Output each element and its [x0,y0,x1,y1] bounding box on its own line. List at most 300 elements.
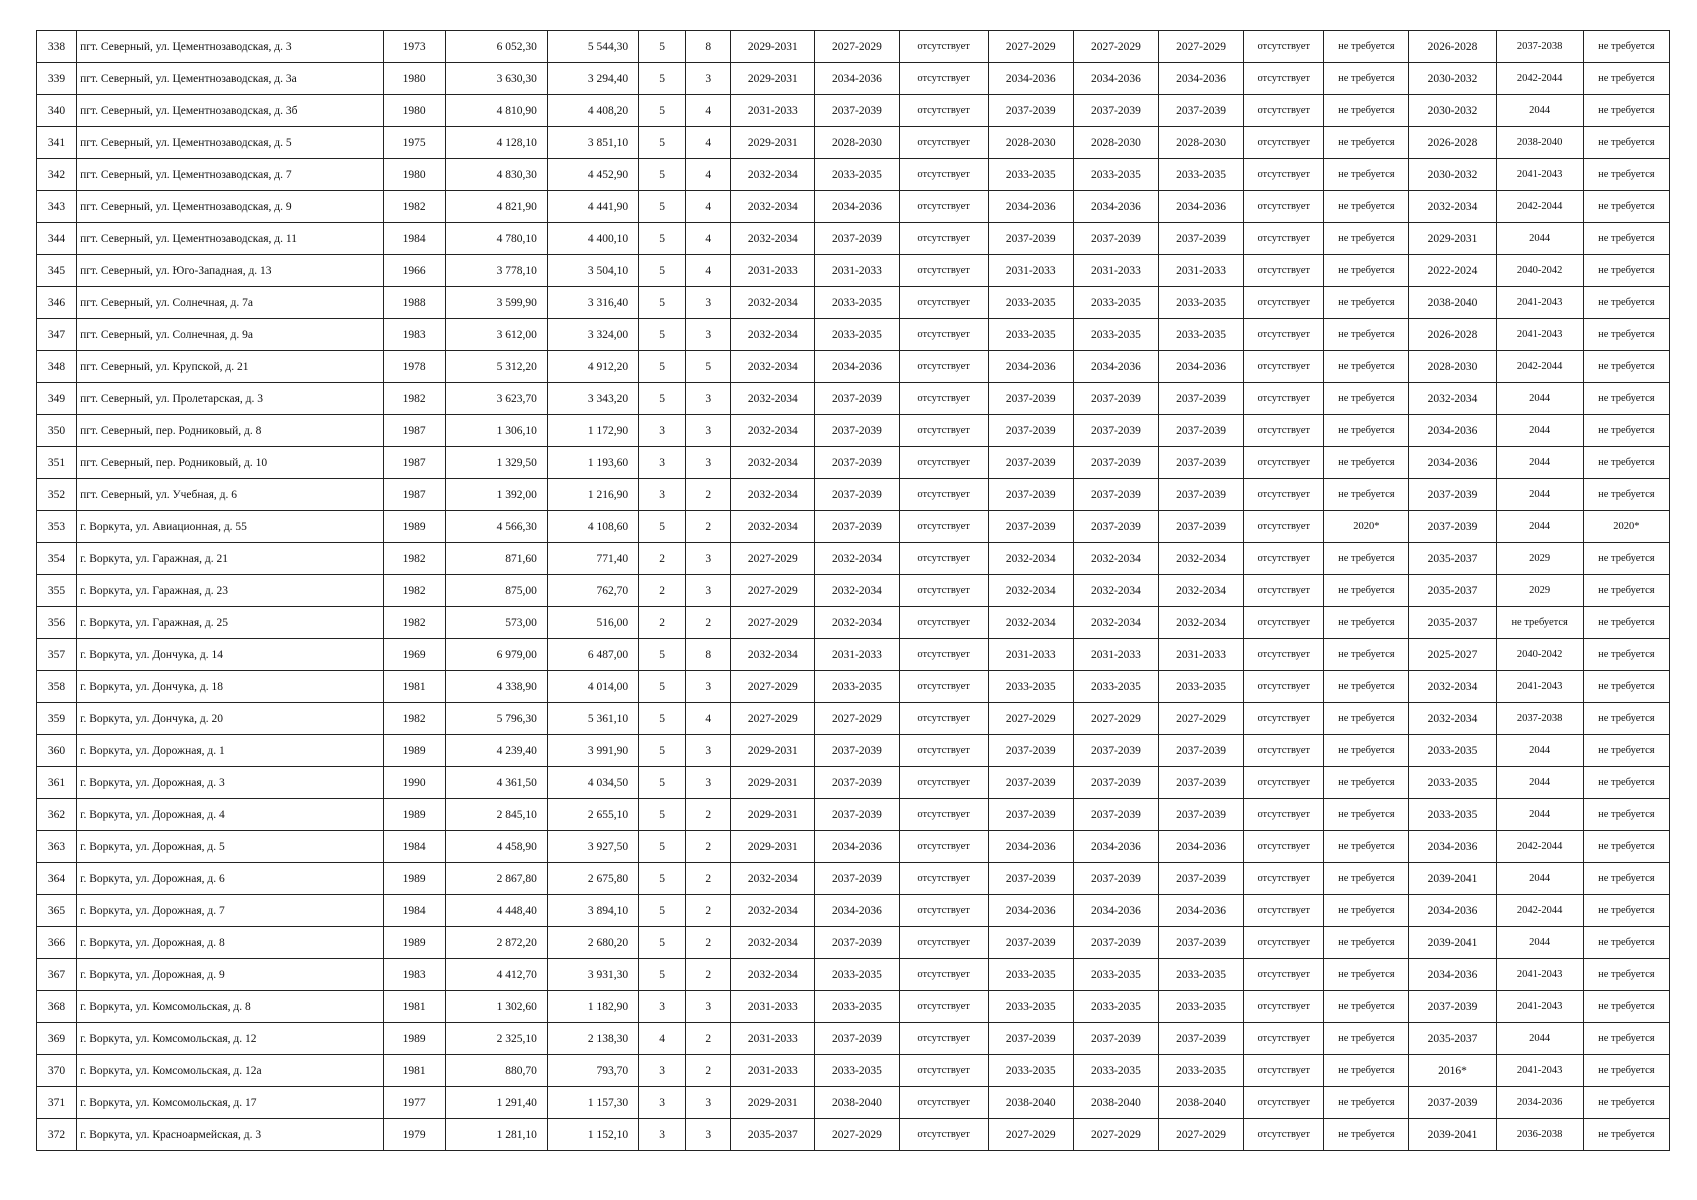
cell-heating-period: 2037-2039 [988,927,1073,959]
cell-cold-water-period: 2032-2034 [1073,607,1158,639]
cell-cold-water-period: 2037-2039 [1073,1023,1158,1055]
cell-roof-repair-period: 2032-2034 [731,287,815,319]
cell-roof-repair-period: 2032-2034 [731,223,815,255]
cell-roof-repair-period: 2029-2031 [731,767,815,799]
cell-basement-period: не требуется [1583,927,1669,959]
document-page [36,30,1670,1151]
cell-floors: 5 [639,287,686,319]
cell-hot-water-period: 2034-2036 [1158,63,1243,95]
cell-cold-water-period: 2034-2036 [1073,895,1158,927]
cell-address: г. Воркута, ул. Дорожная, д. 9 [77,959,384,991]
cell-heating-period: 2037-2039 [988,95,1073,127]
cell-roof-repair-period: 2027-2029 [731,607,815,639]
table-row [37,863,1670,895]
cell-address: пгт. Северный, ул. Учебная, д. 6 [77,479,384,511]
cell-facade-repair-period: 2027-2029 [815,1119,899,1151]
cell-build-year: 1981 [383,1055,445,1087]
cell-entrances: 3 [686,63,731,95]
cell-roof-repair-period: 2029-2031 [731,63,815,95]
cell-heating-period: 2033-2035 [988,991,1073,1023]
cell-living-area: 762,70 [547,575,638,607]
cell-row-number: 358 [37,671,77,703]
cell-total-area: 1 302,60 [445,991,547,1023]
cell-cold-water-period: 2037-2039 [1073,767,1158,799]
table-row [37,415,1670,447]
cell-elevator-replacement: 2020* [1324,511,1409,543]
cell-elevator: отсутствует [1244,287,1324,319]
cell-living-area: 4 452,90 [547,159,638,191]
cell-roof-repair-period: 2032-2034 [731,319,815,351]
cell-facade-repair-period: 2034-2036 [815,351,899,383]
cell-entrances: 8 [686,639,731,671]
cell-row-number: 352 [37,479,77,511]
cell-gas-supply: отсутствует [899,575,988,607]
cell-elevator: отсутствует [1244,863,1324,895]
cell-entrances: 3 [686,543,731,575]
cell-hot-water-period: 2037-2039 [1158,927,1243,959]
cell-row-number: 369 [37,1023,77,1055]
cell-row-number: 338 [37,31,77,63]
cell-heating-period: 2037-2039 [988,415,1073,447]
cell-address: г. Воркута, ул. Гаражная, д. 23 [77,575,384,607]
cell-hot-water-period: 2033-2035 [1158,319,1243,351]
cell-gas-supply: отсутствует [899,1087,988,1119]
cell-living-area: 3 851,10 [547,127,638,159]
cell-elevator: отсутствует [1244,575,1324,607]
cell-gas-supply: отсутствует [899,799,988,831]
table-row [37,223,1670,255]
cell-electric-period: 2044 [1496,1023,1583,1055]
cell-elevator-replacement: не требуется [1324,223,1409,255]
cell-facade-repair-period: 2033-2035 [815,287,899,319]
cell-entrances: 3 [686,735,731,767]
cell-gas-supply: отсутствует [899,191,988,223]
cell-build-year: 1987 [383,479,445,511]
cell-cold-water-period: 2037-2039 [1073,95,1158,127]
cell-floors: 5 [639,831,686,863]
cell-elevator-replacement: не требуется [1324,31,1409,63]
cell-roof-repair-period: 2032-2034 [731,191,815,223]
cell-roof-repair-period: 2029-2031 [731,31,815,63]
cell-entrances: 2 [686,1055,731,1087]
cell-cold-water-period: 2032-2034 [1073,543,1158,575]
cell-roof-repair-period: 2031-2033 [731,95,815,127]
cell-hot-water-period: 2032-2034 [1158,575,1243,607]
cell-build-year: 1981 [383,671,445,703]
cell-facade-repair-period: 2032-2034 [815,575,899,607]
cell-address: г. Воркута, ул. Дончука, д. 14 [77,639,384,671]
cell-address: пгт. Северный, ул. Цементнозаводская, д. 3 [77,31,384,63]
cell-floors: 5 [639,319,686,351]
cell-hot-water-period: 2034-2036 [1158,895,1243,927]
cell-gas-supply: отсутствует [899,735,988,767]
cell-entrances: 4 [686,191,731,223]
cell-gas-supply: отсутствует [899,159,988,191]
cell-hot-water-period: 2033-2035 [1158,991,1243,1023]
cell-total-area: 871,60 [445,543,547,575]
cell-address: г. Воркута, ул. Гаражная, д. 25 [77,607,384,639]
table-row [37,511,1670,543]
cell-basement-period: не требуется [1583,31,1669,63]
cell-foundation-period: 2026-2028 [1409,31,1496,63]
cell-cold-water-period: 2033-2035 [1073,671,1158,703]
cell-heating-period: 2034-2036 [988,895,1073,927]
cell-address: г. Воркута, ул. Авиационная, д. 55 [77,511,384,543]
cell-entrances: 2 [686,927,731,959]
cell-total-area: 4 448,40 [445,895,547,927]
cell-build-year: 1982 [383,191,445,223]
cell-gas-supply: отсутствует [899,95,988,127]
cell-basement-period: не требуется [1583,543,1669,575]
cell-address: г. Воркута, ул. Гаражная, д. 21 [77,543,384,575]
cell-total-area: 875,00 [445,575,547,607]
cell-cold-water-period: 2037-2039 [1073,447,1158,479]
cell-foundation-period: 2037-2039 [1409,991,1496,1023]
cell-floors: 5 [639,191,686,223]
cell-address: пгт. Северный, ул. Юго-Западная, д. 13 [77,255,384,287]
cell-build-year: 1979 [383,1119,445,1151]
cell-row-number: 365 [37,895,77,927]
table-row [37,31,1670,63]
cell-elevator: отсутствует [1244,927,1324,959]
cell-hot-water-period: 2031-2033 [1158,255,1243,287]
cell-elevator-replacement: не требуется [1324,479,1409,511]
cell-electric-period: 2044 [1496,511,1583,543]
cell-gas-supply: отсутствует [899,895,988,927]
cell-foundation-period: 2033-2035 [1409,799,1496,831]
cell-basement-period: не требуется [1583,703,1669,735]
cell-row-number: 371 [37,1087,77,1119]
cell-cold-water-period: 2034-2036 [1073,831,1158,863]
cell-row-number: 339 [37,63,77,95]
cell-hot-water-period: 2037-2039 [1158,447,1243,479]
cell-address: г. Воркута, ул. Дорожная, д. 8 [77,927,384,959]
cell-living-area: 2 675,80 [547,863,638,895]
cell-total-area: 4 458,90 [445,831,547,863]
cell-total-area: 4 412,70 [445,959,547,991]
cell-total-area: 4 338,90 [445,671,547,703]
cell-row-number: 346 [37,287,77,319]
cell-hot-water-period: 2033-2035 [1158,959,1243,991]
cell-living-area: 4 034,50 [547,767,638,799]
cell-basement-period: не требуется [1583,223,1669,255]
cell-electric-period: 2041-2043 [1496,959,1583,991]
cell-elevator-replacement: не требуется [1324,191,1409,223]
table-row [37,703,1670,735]
cell-elevator-replacement: не требуется [1324,895,1409,927]
cell-floors: 3 [639,415,686,447]
cell-basement-period: не требуется [1583,383,1669,415]
cell-floors: 2 [639,607,686,639]
cell-cold-water-period: 2031-2033 [1073,255,1158,287]
cell-elevator: отсутствует [1244,95,1324,127]
cell-gas-supply: отсутствует [899,319,988,351]
cell-facade-repair-period: 2034-2036 [815,831,899,863]
cell-floors: 5 [639,383,686,415]
cell-heating-period: 2038-2040 [988,1087,1073,1119]
cell-living-area: 516,00 [547,607,638,639]
cell-elevator: отсутствует [1244,479,1324,511]
cell-total-area: 2 872,20 [445,927,547,959]
cell-heating-period: 2032-2034 [988,543,1073,575]
cell-facade-repair-period: 2033-2035 [815,319,899,351]
cell-roof-repair-period: 2031-2033 [731,1055,815,1087]
cell-address: г. Воркута, ул. Дончука, д. 18 [77,671,384,703]
cell-row-number: 343 [37,191,77,223]
cell-elevator-replacement: не требуется [1324,351,1409,383]
cell-living-area: 3 894,10 [547,895,638,927]
cell-row-number: 361 [37,767,77,799]
cell-floors: 3 [639,447,686,479]
cell-roof-repair-period: 2027-2029 [731,703,815,735]
cell-elevator-replacement: не требуется [1324,799,1409,831]
cell-hot-water-period: 2037-2039 [1158,799,1243,831]
cell-living-area: 5 361,10 [547,703,638,735]
cell-facade-repair-period: 2034-2036 [815,191,899,223]
cell-basement-period: не требуется [1583,863,1669,895]
cell-basement-period: не требуется [1583,671,1669,703]
cell-elevator: отсутствует [1244,255,1324,287]
cell-entrances: 2 [686,799,731,831]
cell-total-area: 4 830,30 [445,159,547,191]
cell-elevator: отсутствует [1244,351,1324,383]
cell-elevator: отсутствует [1244,671,1324,703]
cell-roof-repair-period: 2027-2029 [731,671,815,703]
cell-cold-water-period: 2037-2039 [1073,799,1158,831]
cell-gas-supply: отсутствует [899,1023,988,1055]
cell-gas-supply: отсутствует [899,383,988,415]
cell-basement-period: не требуется [1583,319,1669,351]
cell-build-year: 1990 [383,767,445,799]
cell-basement-period: не требуется [1583,159,1669,191]
cell-elevator: отсутствует [1244,639,1324,671]
cell-elevator-replacement: не требуется [1324,735,1409,767]
cell-total-area: 2 845,10 [445,799,547,831]
cell-address: пгт. Северный, ул. Крупской, д. 21 [77,351,384,383]
cell-roof-repair-period: 2032-2034 [731,895,815,927]
cell-floors: 5 [639,351,686,383]
cell-total-area: 1 392,00 [445,479,547,511]
cell-hot-water-period: 2033-2035 [1158,287,1243,319]
cell-total-area: 4 810,90 [445,95,547,127]
table-row [37,927,1670,959]
cell-total-area: 3 778,10 [445,255,547,287]
cell-basement-period: не требуется [1583,607,1669,639]
cell-electric-period: 2041-2043 [1496,159,1583,191]
cell-entrances: 4 [686,95,731,127]
cell-hot-water-period: 2033-2035 [1158,1055,1243,1087]
cell-elevator: отсутствует [1244,511,1324,543]
cell-floors: 5 [639,95,686,127]
cell-build-year: 1982 [383,383,445,415]
cell-gas-supply: отсутствует [899,223,988,255]
cell-elevator-replacement: не требуется [1324,575,1409,607]
cell-address: пгт. Северный, ул. Цементнозаводская, д. 5 [77,127,384,159]
cell-roof-repair-period: 2032-2034 [731,863,815,895]
cell-elevator: отсутствует [1244,895,1324,927]
cell-address: пгт. Северный, ул. Цементнозаводская, д. 7 [77,159,384,191]
cell-basement-period: не требуется [1583,191,1669,223]
table-row [37,159,1670,191]
cell-elevator-replacement: не требуется [1324,543,1409,575]
cell-cold-water-period: 2037-2039 [1073,415,1158,447]
cell-roof-repair-period: 2029-2031 [731,735,815,767]
cell-foundation-period: 2026-2028 [1409,319,1496,351]
cell-facade-repair-period: 2033-2035 [815,1055,899,1087]
cell-heating-period: 2034-2036 [988,351,1073,383]
cell-heating-period: 2031-2033 [988,639,1073,671]
cell-hot-water-period: 2034-2036 [1158,831,1243,863]
cell-hot-water-period: 2038-2040 [1158,1087,1243,1119]
cell-total-area: 4 239,40 [445,735,547,767]
cell-foundation-period: 2035-2037 [1409,607,1496,639]
cell-row-number: 355 [37,575,77,607]
cell-total-area: 6 052,30 [445,31,547,63]
cell-cold-water-period: 2031-2033 [1073,639,1158,671]
cell-row-number: 362 [37,799,77,831]
cell-floors: 5 [639,799,686,831]
cell-heating-period: 2032-2034 [988,607,1073,639]
cell-roof-repair-period: 2035-2037 [731,1119,815,1151]
cell-gas-supply: отсутствует [899,287,988,319]
cell-gas-supply: отсутствует [899,1119,988,1151]
cell-entrances: 4 [686,255,731,287]
cell-cold-water-period: 2037-2039 [1073,383,1158,415]
cell-hot-water-period: 2031-2033 [1158,639,1243,671]
cell-basement-period: не требуется [1583,735,1669,767]
cell-floors: 2 [639,543,686,575]
cell-roof-repair-period: 2032-2034 [731,639,815,671]
cell-cold-water-period: 2037-2039 [1073,735,1158,767]
cell-cold-water-period: 2037-2039 [1073,927,1158,959]
cell-cold-water-period: 2037-2039 [1073,511,1158,543]
cell-foundation-period: 2028-2030 [1409,351,1496,383]
cell-foundation-period: 2032-2034 [1409,383,1496,415]
cell-row-number: 353 [37,511,77,543]
cell-gas-supply: отсутствует [899,511,988,543]
cell-total-area: 4 361,50 [445,767,547,799]
cell-facade-repair-period: 2038-2040 [815,1087,899,1119]
cell-hot-water-period: 2037-2039 [1158,511,1243,543]
cell-cold-water-period: 2033-2035 [1073,991,1158,1023]
cell-facade-repair-period: 2031-2033 [815,255,899,287]
cell-facade-repair-period: 2037-2039 [815,479,899,511]
table-row [37,479,1670,511]
cell-foundation-period: 2029-2031 [1409,223,1496,255]
cell-entrances: 5 [686,351,731,383]
cell-address: г. Воркута, ул. Дончука, д. 20 [77,703,384,735]
cell-build-year: 1978 [383,351,445,383]
cell-electric-period: 2044 [1496,415,1583,447]
cell-foundation-period: 2022-2024 [1409,255,1496,287]
cell-gas-supply: отсутствует [899,127,988,159]
cell-hot-water-period: 2037-2039 [1158,95,1243,127]
cell-gas-supply: отсутствует [899,1055,988,1087]
cell-elevator-replacement: не требуется [1324,287,1409,319]
cell-gas-supply: отсутствует [899,671,988,703]
housing-repair-schedule-table [36,30,1670,1151]
cell-basement-period: не требуется [1583,575,1669,607]
cell-electric-period: 2044 [1496,447,1583,479]
cell-total-area: 1 306,10 [445,415,547,447]
cell-basement-period: не требуется [1583,479,1669,511]
cell-electric-period: 2037-2038 [1496,703,1583,735]
cell-basement-period: не требуется [1583,415,1669,447]
cell-address: г. Воркута, ул. Комсомольская, д. 17 [77,1087,384,1119]
cell-cold-water-period: 2037-2039 [1073,863,1158,895]
cell-floors: 2 [639,575,686,607]
cell-hot-water-period: 2027-2029 [1158,31,1243,63]
cell-gas-supply: отсутствует [899,351,988,383]
cell-build-year: 1984 [383,223,445,255]
cell-basement-period: не требуется [1583,799,1669,831]
cell-elevator: отсутствует [1244,991,1324,1023]
cell-living-area: 4 408,20 [547,95,638,127]
cell-cold-water-period: 2033-2035 [1073,319,1158,351]
cell-heating-period: 2037-2039 [988,479,1073,511]
cell-living-area: 1 172,90 [547,415,638,447]
cell-floors: 5 [639,31,686,63]
cell-living-area: 2 655,10 [547,799,638,831]
cell-foundation-period: 2035-2037 [1409,543,1496,575]
cell-elevator-replacement: не требуется [1324,1055,1409,1087]
table-row [37,639,1670,671]
cell-row-number: 340 [37,95,77,127]
cell-row-number: 364 [37,863,77,895]
cell-entrances: 2 [686,863,731,895]
cell-address: пгт. Северный, ул. Цементнозаводская, д. 3а [77,63,384,95]
cell-facade-repair-period: 2027-2029 [815,703,899,735]
cell-basement-period: не требуется [1583,991,1669,1023]
cell-build-year: 1980 [383,159,445,191]
cell-hot-water-period: 2037-2039 [1158,479,1243,511]
cell-electric-period: 2041-2043 [1496,671,1583,703]
cell-heating-period: 2033-2035 [988,319,1073,351]
cell-foundation-period: 2032-2034 [1409,671,1496,703]
table-row [37,383,1670,415]
cell-row-number: 341 [37,127,77,159]
cell-entrances: 8 [686,31,731,63]
cell-hot-water-period: 2037-2039 [1158,383,1243,415]
cell-heating-period: 2037-2039 [988,799,1073,831]
cell-cold-water-period: 2028-2030 [1073,127,1158,159]
table-row [37,543,1670,575]
cell-address: г. Воркута, ул. Комсомольская, д. 12 [77,1023,384,1055]
cell-cold-water-period: 2027-2029 [1073,1119,1158,1151]
cell-facade-repair-period: 2028-2030 [815,127,899,159]
cell-cold-water-period: 2033-2035 [1073,1055,1158,1087]
cell-hot-water-period: 2037-2039 [1158,415,1243,447]
cell-row-number: 366 [37,927,77,959]
cell-row-number: 367 [37,959,77,991]
cell-address: г. Воркута, ул. Комсомольская, д. 8 [77,991,384,1023]
cell-living-area: 5 544,30 [547,31,638,63]
cell-gas-supply: отсутствует [899,767,988,799]
cell-build-year: 1982 [383,575,445,607]
cell-entrances: 2 [686,511,731,543]
cell-entrances: 2 [686,607,731,639]
cell-electric-period: 2044 [1496,479,1583,511]
cell-floors: 5 [639,639,686,671]
cell-entrances: 3 [686,287,731,319]
cell-foundation-period: 2016* [1409,1055,1496,1087]
cell-hot-water-period: 2027-2029 [1158,703,1243,735]
cell-floors: 5 [639,895,686,927]
cell-heating-period: 2034-2036 [988,831,1073,863]
cell-heating-period: 2027-2029 [988,703,1073,735]
cell-roof-repair-period: 2032-2034 [731,415,815,447]
cell-heating-period: 2033-2035 [988,1055,1073,1087]
